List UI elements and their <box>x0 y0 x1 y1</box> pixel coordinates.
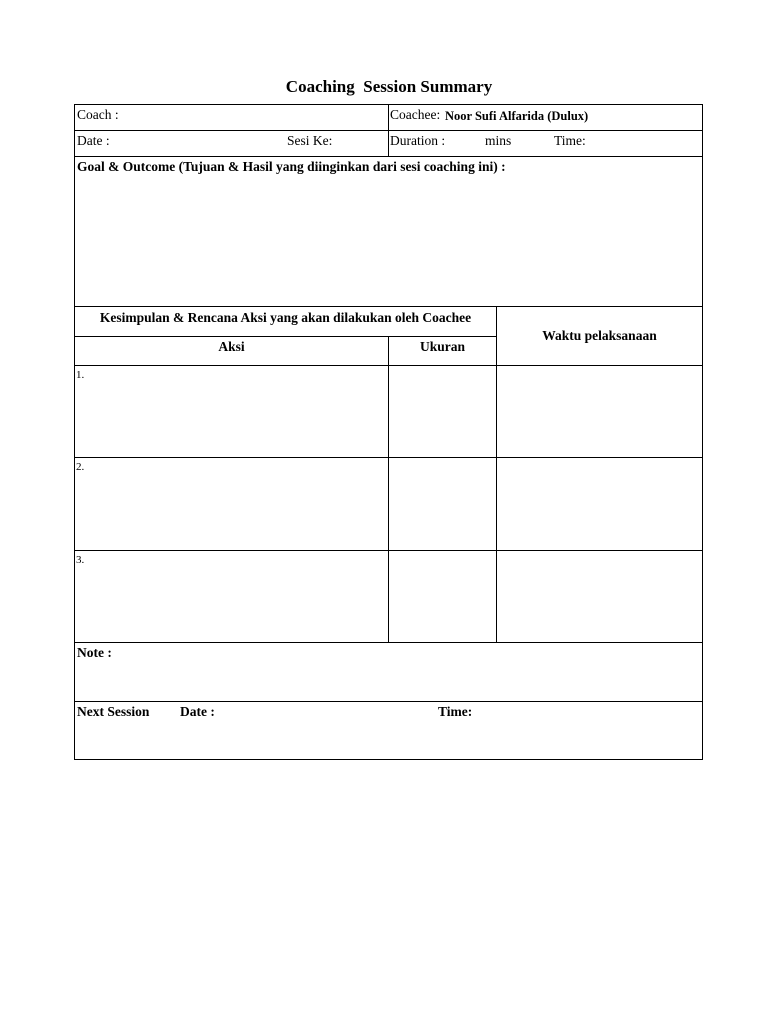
note-field[interactable] <box>75 643 702 701</box>
aksi-header: Aksi <box>218 339 245 354</box>
action-row <box>75 551 702 642</box>
date-label: Date : <box>77 133 110 148</box>
border-bottom <box>74 759 703 760</box>
coaching-form <box>74 104 703 760</box>
page-title: Coaching Session Summary <box>285 77 493 96</box>
border-right <box>702 104 703 760</box>
goal-label: Goal & Outcome (Tujuan & Hasil yang diinginkan dari sesi coaching ini) : <box>77 159 506 174</box>
coachee-field[interactable] <box>389 105 702 130</box>
waktu-header: Waktu pelaksanaan <box>542 328 657 343</box>
coachee-name: Noor Sufi Alfarida (Dulux) <box>445 109 589 123</box>
ukuran-cell[interactable] <box>389 458 496 550</box>
action-row <box>75 366 702 457</box>
waktu-cell[interactable] <box>497 551 702 642</box>
coach-label: Coach : <box>77 107 119 122</box>
aksi-header-cell <box>75 337 388 365</box>
coachee-label: Coachee: <box>390 107 441 122</box>
duration-field[interactable] <box>389 131 702 156</box>
plan-heading: Kesimpulan & Rencana Aksi yang akan dilakukan oleh Coachee <box>99 310 472 325</box>
ukuran-cell[interactable] <box>389 366 496 457</box>
row-number: 2. <box>76 461 85 473</box>
note-label: Note : <box>77 645 112 660</box>
sesi-label: Sesi Ke: <box>287 133 333 148</box>
row-number: 3. <box>76 554 85 566</box>
duration-label: Duration : <box>390 133 446 148</box>
aksi-cell[interactable] <box>75 551 388 642</box>
goal-field[interactable] <box>75 157 702 305</box>
date-field[interactable] <box>75 131 388 156</box>
next-date-label: Date : <box>180 704 215 719</box>
coach-field[interactable] <box>75 105 388 130</box>
waktu-cell[interactable] <box>497 366 702 457</box>
plan-heading-cell <box>75 307 496 336</box>
next-session-label: Next Session <box>77 704 150 719</box>
row-number: 1. <box>76 369 85 381</box>
action-row <box>75 458 702 550</box>
aksi-cell[interactable] <box>75 458 388 550</box>
next-time-label: Time: <box>438 704 473 719</box>
ukuran-header: Ukuran <box>419 339 465 354</box>
waktu-header-cell <box>497 307 702 365</box>
waktu-cell[interactable] <box>497 458 702 550</box>
mins-label: mins <box>485 133 512 148</box>
next-session-field[interactable] <box>75 702 702 759</box>
time-label: Time: <box>554 133 586 148</box>
ukuran-header-cell <box>389 337 496 365</box>
aksi-cell[interactable] <box>75 366 388 457</box>
ukuran-cell[interactable] <box>389 551 496 642</box>
